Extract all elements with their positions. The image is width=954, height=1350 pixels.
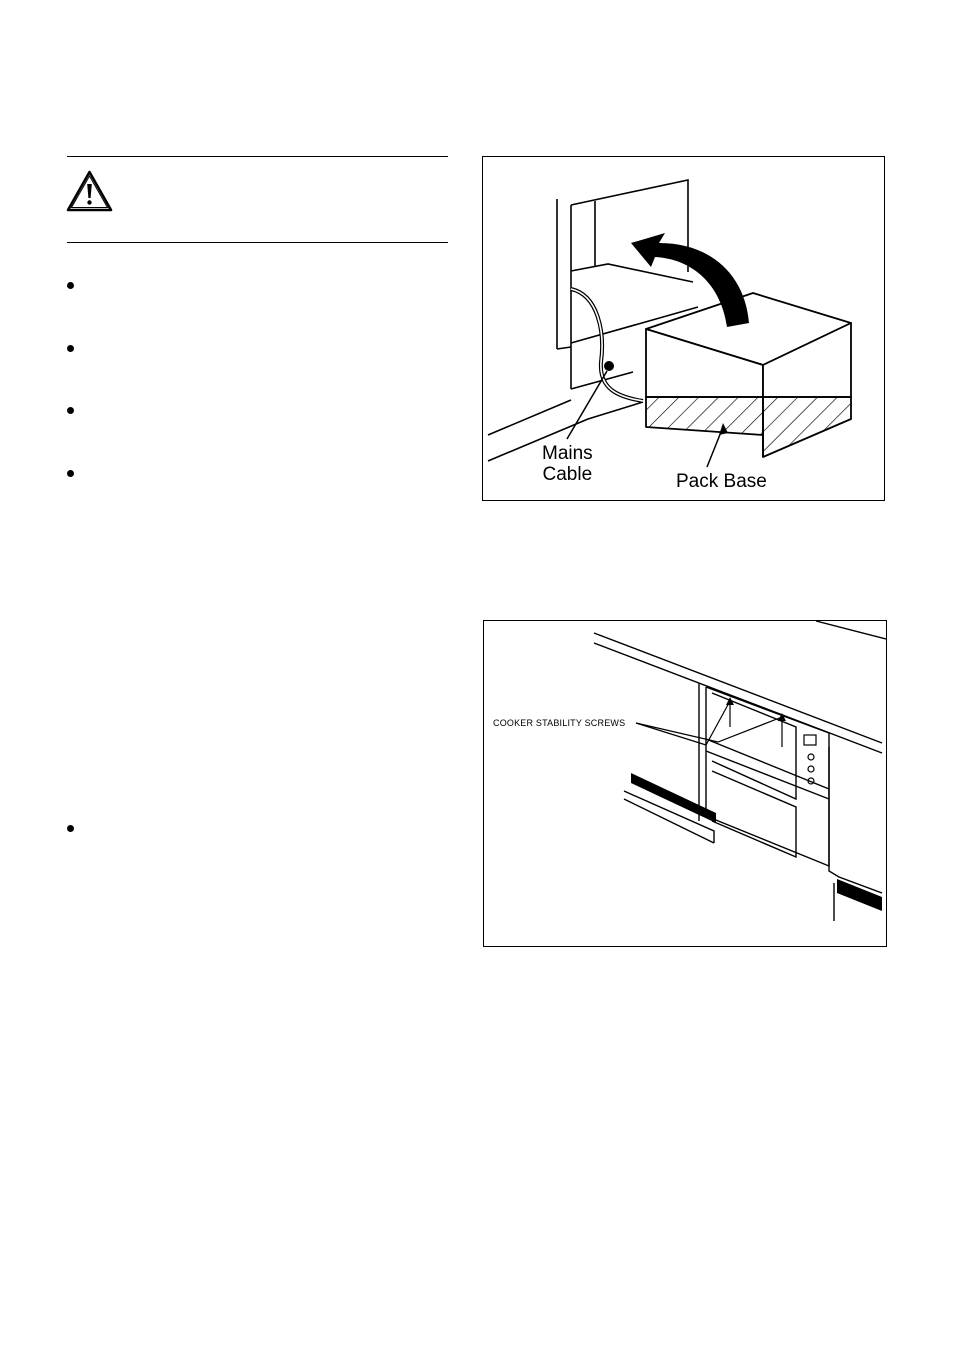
mains-cable-label xyxy=(542,443,593,485)
warning-bottom-rule xyxy=(67,242,448,243)
stability-screws-figure xyxy=(483,620,887,947)
mains-label-line1: Mains xyxy=(542,443,593,464)
stability-screws-illustration xyxy=(484,621,886,946)
bullet-point xyxy=(67,282,74,289)
mains-label-line2: Cable xyxy=(542,464,593,485)
pack-base-label: Pack Base xyxy=(676,471,767,492)
bullet-point xyxy=(67,825,74,832)
bullet-point xyxy=(67,470,74,477)
bullet-point xyxy=(67,345,74,352)
bullet-point xyxy=(67,407,74,414)
pack-base-figure xyxy=(482,156,885,501)
warning-top-rule xyxy=(67,156,448,157)
stability-screws-label: COOKER STABILITY SCREWS xyxy=(493,718,626,728)
warning-triangle-icon xyxy=(66,170,113,212)
